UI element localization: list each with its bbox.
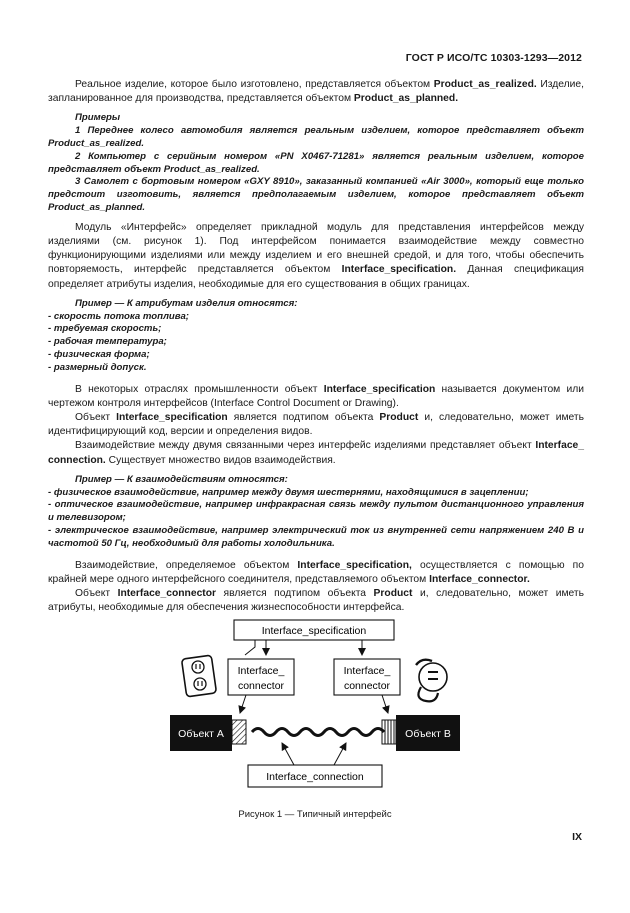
list-item: - рабочая температура; — [48, 336, 167, 348]
intro-paragraph: Реальное изделие, которое было изготовлено, представляется объектом Product_as_realized. Изделие, запланированное для производства, представляется объектом Product_as_planned. — [48, 79, 585, 105]
list-item: - электрическое взаимодействие, например электрический ток из внутренней сети напряжением 240 В и частотой 50 Гц, необходимый для работы холодильника. — [48, 524, 584, 549]
example-item: 3 Самолет с бортовым номером «GXY 8910», заказанный компанией «Air 3000», который еще только предстоит изготовить, является предполагаемым изделием, которое представляет объект Product_as_planned. — [48, 176, 584, 213]
interface-specification-label: Interface_specification — [261, 625, 367, 637]
list-item: - скорость потока топлива; — [48, 310, 189, 322]
subtype-paragraph: Объект Interface_specification является подтипом объекта Product и, следовательно, может иметь идентифицирующий код, версии и определения видов. — [48, 411, 584, 438]
module-paragraph: Модуль «Интерфейс» определяет прикладной модуль для представления интерфейсов между изделиями (см. рисунок 1). Под интерфейсом понимается взаимодействие между совместно функционирующими изделиями или между изделием и его внешней средой, и для того, чтобы обеспечить повторяемость, интерфейс представляется объектом Interface_specification. Данная спецификация определяет атрибуты изделия, необходимые для его существования в общих границах. — [48, 221, 584, 290]
connection-wave — [252, 729, 384, 736]
power-outlet-icon — [182, 655, 217, 697]
interaction-example-title: Пример — К взаимодействиям относятся: — [75, 473, 288, 485]
object-a-label: Объект А — [178, 728, 224, 740]
interface-diagram — [170, 617, 464, 795]
connector-left-line1: Interface_ — [237, 665, 285, 677]
list-item: - размерный допуск. — [48, 361, 147, 373]
connector-pins-right — [382, 720, 396, 744]
interaction-paragraph: Взаимодействие между двумя связанными через интерфейс изделиями представляет объект Interface_ connection. Существует множество видов взаимодействия. — [48, 440, 584, 466]
term-product-as-realized: Product_as_realized. — [433, 79, 537, 90]
examples-title: Примеры — [75, 112, 121, 124]
attr-example-title: Пример — К атрибутам изделия относятся: — [75, 297, 298, 309]
industry-paragraph: В некоторых отраслях промышленности объект Interface_specification называется документом или чертежом контроля интерфейсов (Interface Control Document or Drawing). — [48, 383, 584, 409]
example-item: 1 Переднее колесо автомобиля является реальным изделием, которое представляет объект Product_as_realized. — [48, 125, 584, 149]
list-item: - физическая форма; — [48, 348, 150, 360]
term-product-as-planned: Product_as_planned. — [353, 93, 459, 105]
interface-connection-label: Interface_connection — [266, 771, 364, 783]
page-body — [48, 78, 584, 615]
connector-paragraph: Объект Interface_connector является подтипом объекта Product и, следовательно, может иметь атрибуты, необходимые для обеспечения жизнеспособности интерфейса. — [48, 587, 584, 614]
figure-caption: Рисунок 1 — Типичный интерфейс — [238, 809, 392, 820]
power-plug-icon — [416, 660, 447, 702]
example-item: 2 Компьютер с серийным номером «PN X0467-71281» является реальным изделием, которое представляет объект Product_as_realized. — [48, 150, 584, 175]
connector-left-line2: connector — [237, 680, 285, 692]
list-item: - физическое взаимодействие, например между двумя шестернями, находящимися в зацеплении; — [48, 486, 529, 498]
list-item: - требуемая скорость; — [48, 323, 162, 335]
page-number: IX — [572, 831, 582, 843]
defined-paragraph: Взаимодействие, определяемое объектом Interface_specification, осуществляется с помощью по крайней мере одного интерфейсного соединителя, представляемого объектом Interface_connector. — [48, 559, 584, 585]
connector-right-line1: Interface_ — [343, 665, 391, 677]
document-header: ГОСТ Р ИСО/ТС 10303-1293—2012 — [405, 52, 582, 64]
object-b-label: Объект В — [405, 728, 451, 740]
list-item: - оптическое взаимодействие, например инфракрасная связь между пультом дистанционного управления и телевизором; — [48, 499, 584, 524]
connector-right-line2: connector — [343, 680, 391, 692]
connector-hatch-left — [232, 720, 246, 744]
